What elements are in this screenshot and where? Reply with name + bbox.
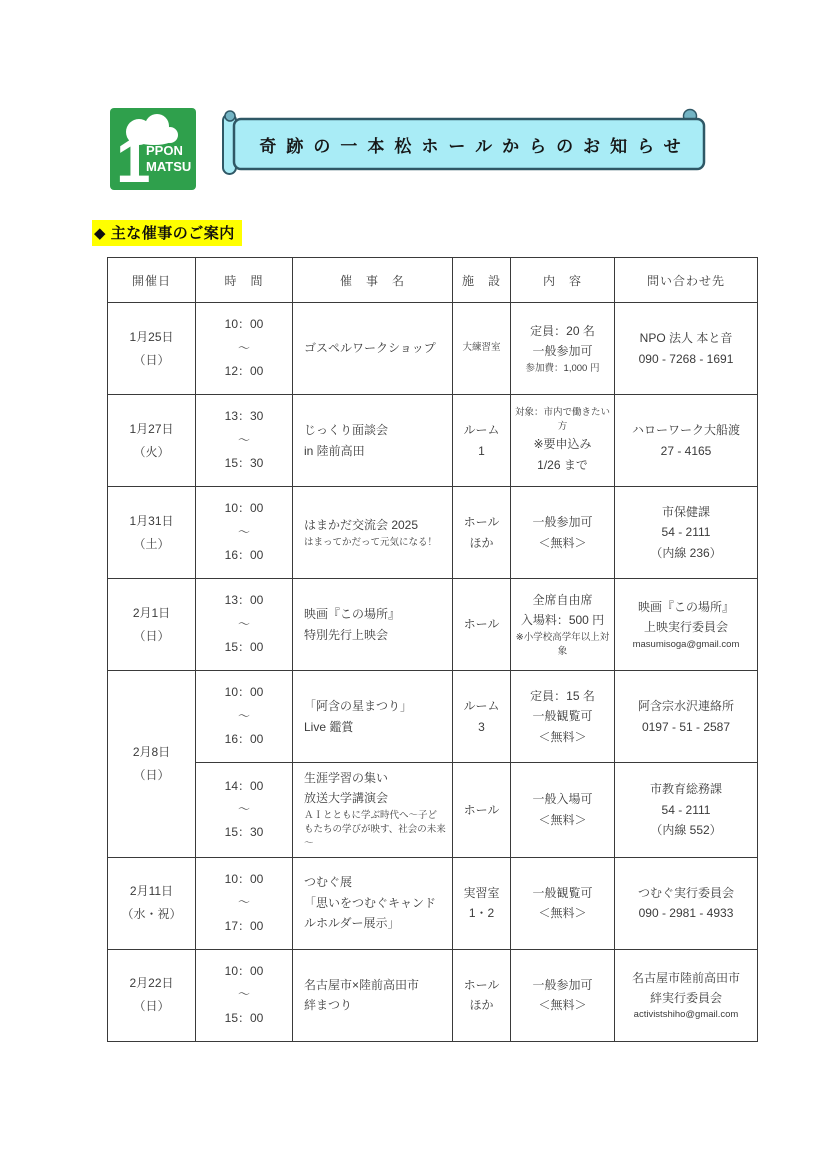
cell-line: 映画『この場所』 <box>304 607 401 622</box>
cell-line: 阿含宗水沢連絡所 <box>637 699 734 714</box>
cell-line: 絆まつり <box>304 998 353 1013</box>
cell-date <box>108 395 196 487</box>
cell-line: 市教育総務課 <box>649 782 722 797</box>
cell-line: 市保健課 <box>661 504 710 519</box>
events-table <box>107 257 758 1042</box>
cell-venue <box>453 303 511 395</box>
cell-line: 16：00 <box>224 548 264 563</box>
cell-line: 13：00 <box>224 593 264 608</box>
cell-details <box>511 857 615 949</box>
cell-line: ホール <box>463 515 500 530</box>
cell-contact <box>615 303 758 395</box>
cell-line: ホール <box>463 802 500 817</box>
cell-line: 一般参加可 <box>532 977 593 992</box>
cell-line: 2月8日 <box>132 744 171 759</box>
cell-line: ～ <box>237 802 250 817</box>
event-row-5 <box>108 763 758 858</box>
cell-details <box>511 395 615 487</box>
cell-event <box>293 949 453 1041</box>
cell-line: 絆実行委員会 <box>649 990 722 1005</box>
cell-date <box>108 303 196 395</box>
cell-line: 入場料：500 円 <box>520 613 605 628</box>
cell-contact <box>615 395 758 487</box>
cell-line: 上映実行委員会 <box>643 620 728 635</box>
cell-venue <box>453 763 511 858</box>
cell-line: ホール <box>463 977 500 992</box>
event-row-3 <box>108 579 758 671</box>
cell-time <box>196 395 293 487</box>
cell-line: 12：00 <box>224 364 264 379</box>
cell-date <box>108 857 196 949</box>
cell-line: ＡＩとともに学ぶ時代へ～子どもたちの学びが映す、社会の未来～ <box>304 809 446 850</box>
cell-line: 名古屋市陸前高田市 <box>631 970 740 985</box>
cell-line: 対象：市内で働きたい方 <box>514 406 610 433</box>
cell-line: 定員：15 名 <box>530 688 595 703</box>
cell-line: （日） <box>133 999 170 1014</box>
cell-date <box>108 487 196 579</box>
cell-line: ～ <box>237 987 250 1002</box>
cell-line: （水・祝） <box>121 907 182 922</box>
cell-line: 放送大学講演会 <box>304 791 389 806</box>
cell-line: activistshiho@gmail.com <box>633 1009 739 1021</box>
cell-contact <box>615 949 758 1041</box>
cell-line: 2月1日 <box>132 605 171 620</box>
banner-title: 奇跡の一本松ホールからのお知らせ <box>259 136 691 156</box>
cell-line: 10：00 <box>224 685 264 700</box>
cell-details <box>511 763 615 858</box>
events-table-body <box>108 303 758 1042</box>
cell-details <box>511 303 615 395</box>
cell-line: 16：00 <box>224 732 264 747</box>
cell-time <box>196 303 293 395</box>
cell-event <box>293 763 453 858</box>
cell-line: 090 - 7268 - 1691 <box>638 351 734 366</box>
cell-venue <box>453 857 511 949</box>
cell-line: 0197 - 51 - 2587 <box>641 719 731 734</box>
cell-line: 3 <box>478 719 485 734</box>
cell-line: 1 <box>478 443 485 458</box>
cell-line: ルーム <box>463 423 500 438</box>
cell-line: ～ <box>237 708 250 723</box>
cell-line: NPO 法人 本と音 <box>639 331 733 346</box>
cell-time <box>196 487 293 579</box>
cell-contact <box>615 763 758 858</box>
cell-line: はまかだ交流会 2025 <box>304 518 419 533</box>
column-header-0: 開催日 <box>108 258 196 303</box>
event-row-1 <box>108 395 758 487</box>
cell-contact <box>615 671 758 763</box>
cell-line: 15：30 <box>224 456 264 471</box>
cell-line: 15：30 <box>224 825 264 840</box>
cell-line: （土） <box>133 536 170 551</box>
cell-line: masumisoga@gmail.com <box>632 638 740 650</box>
cell-line: ～ <box>237 340 250 355</box>
cell-line: つむぐ展 <box>304 875 353 890</box>
cell-details <box>511 579 615 671</box>
cell-details <box>511 487 615 579</box>
cell-venue <box>453 671 511 763</box>
cell-line: ＜無料＞ <box>538 729 587 744</box>
cell-time <box>196 763 293 858</box>
cell-line: 10：00 <box>224 963 264 978</box>
logo-text-top: PPON <box>146 143 183 158</box>
cell-line: 17：00 <box>224 918 264 933</box>
column-header-5: 問い合わせ先 <box>615 258 758 303</box>
cell-line: 1月27日 <box>129 421 174 436</box>
title-banner <box>220 104 712 180</box>
cell-event <box>293 579 453 671</box>
cell-time <box>196 579 293 671</box>
cell-line: ほか <box>469 535 494 550</box>
cell-time <box>196 857 293 949</box>
cell-line: 一般参加可 <box>532 515 593 530</box>
cell-line: ＜無料＞ <box>538 535 587 550</box>
cell-line: 2月22日 <box>129 976 174 991</box>
cell-line: 10：00 <box>224 501 264 516</box>
cell-line: 一般参加可 <box>532 344 593 359</box>
cell-line: ※小学校高学年以上対象 <box>515 631 610 657</box>
event-row-2 <box>108 487 758 579</box>
cell-line: 一般観覧可 <box>532 885 593 900</box>
cell-line: 定員：20 名 <box>530 323 595 338</box>
cell-line: 参加費：1,000 円 <box>525 362 600 374</box>
cell-line: 特別先行上映会 <box>304 627 389 642</box>
ipponmatsu-logo <box>110 108 196 190</box>
cell-line: ホール <box>463 617 500 632</box>
cell-line: 1/26 まで <box>537 457 588 472</box>
cell-line: 名古屋市×陸前高田市 <box>304 977 420 992</box>
cell-line: 実習室 <box>463 885 500 900</box>
cell-line: 10：00 <box>224 317 264 332</box>
cell-line: 090 - 2981 - 4933 <box>638 906 734 921</box>
cell-line: 2月11日 <box>129 884 174 899</box>
cell-line: 一般入場可 <box>532 792 593 807</box>
cell-line: 「思いをつむぐキャンドルホルダー展示」 <box>304 895 437 931</box>
cell-event <box>293 671 453 763</box>
cell-event <box>293 857 453 949</box>
cell-venue <box>453 487 511 579</box>
cell-line: （火） <box>133 444 170 459</box>
cell-date <box>108 671 196 858</box>
logo-text-bottom: MATSU <box>146 159 192 174</box>
cell-line: 「阿含の星まつり」 <box>304 699 413 714</box>
cell-line: ＜無料＞ <box>538 906 587 921</box>
cell-contact <box>615 487 758 579</box>
cell-venue <box>453 949 511 1041</box>
cell-line: ～ <box>237 616 250 631</box>
cell-line: じっくり面談会 <box>304 423 389 438</box>
cell-line: ルーム <box>463 699 500 714</box>
event-row-6 <box>108 857 758 949</box>
column-header-1: 時 間 <box>196 258 293 303</box>
cell-contact <box>615 857 758 949</box>
cell-line: ～ <box>237 524 250 539</box>
column-header-2: 催 事 名 <box>293 258 453 303</box>
cell-line: 映画『この場所』 <box>637 599 734 614</box>
event-row-0 <box>108 303 758 395</box>
cell-line: 15：00 <box>224 640 264 655</box>
pine-tree-logo-icon <box>110 108 196 190</box>
cell-date <box>108 579 196 671</box>
cell-date <box>108 949 196 1041</box>
cell-line: 一般観覧可 <box>532 709 593 724</box>
event-row-7 <box>108 949 758 1041</box>
cell-venue <box>453 579 511 671</box>
cell-event <box>293 487 453 579</box>
cell-line: 大練習室 <box>462 342 501 354</box>
cell-time <box>196 949 293 1041</box>
cell-line: （日） <box>133 767 170 782</box>
column-header-3: 施 設 <box>453 258 511 303</box>
cell-line: 14：00 <box>224 778 264 793</box>
cell-line: 54 - 2111 <box>661 802 711 817</box>
cell-line: ※要申込み <box>533 437 592 452</box>
cell-line: in 陸前高田 <box>304 443 365 458</box>
cell-contact <box>615 579 758 671</box>
cell-line: ～ <box>237 895 250 910</box>
event-row-4 <box>108 671 758 763</box>
cell-line: 1月25日 <box>129 329 174 344</box>
cell-line: はまってかだって元気になる！ <box>304 536 438 548</box>
section-heading: ◆ 主な催事のご案内 <box>92 220 242 246</box>
cell-line: 生涯学習の集い <box>304 771 389 785</box>
cell-line: ～ <box>237 432 250 447</box>
column-header-4: 内 容 <box>511 258 615 303</box>
cell-line: 15：00 <box>224 1010 264 1025</box>
cell-line: 27 - 4165 <box>660 443 712 458</box>
cell-line: （日） <box>133 352 170 367</box>
cell-line: ＜無料＞ <box>538 998 587 1013</box>
cell-line: ゴスペルワークショップ <box>304 341 436 356</box>
cell-line: 13：30 <box>224 409 264 424</box>
cell-details <box>511 949 615 1041</box>
cell-line: 1月31日 <box>129 513 174 528</box>
cell-line: 54 - 2111 <box>661 525 711 540</box>
cell-line: （内線 236） <box>650 545 722 560</box>
cell-venue <box>453 395 511 487</box>
cell-time <box>196 671 293 763</box>
cell-line: 1・2 <box>468 906 495 921</box>
cell-event <box>293 303 453 395</box>
cell-line: ＜無料＞ <box>538 812 587 827</box>
cell-line: 10：00 <box>224 871 264 886</box>
cell-line: 全席自由席 <box>532 592 593 607</box>
cell-line: （日） <box>133 628 170 643</box>
cell-line: ほか <box>469 998 494 1013</box>
header-row <box>108 258 758 303</box>
cell-line: ハローワーク大船渡 <box>631 423 740 438</box>
cell-line: Live 鑑賞 <box>304 719 354 734</box>
cell-line: （内線 552） <box>650 822 722 837</box>
cell-details <box>511 671 615 763</box>
cell-line: つむぐ実行委員会 <box>637 885 734 900</box>
cell-event <box>293 395 453 487</box>
logo-digit: 1 <box>116 127 151 190</box>
